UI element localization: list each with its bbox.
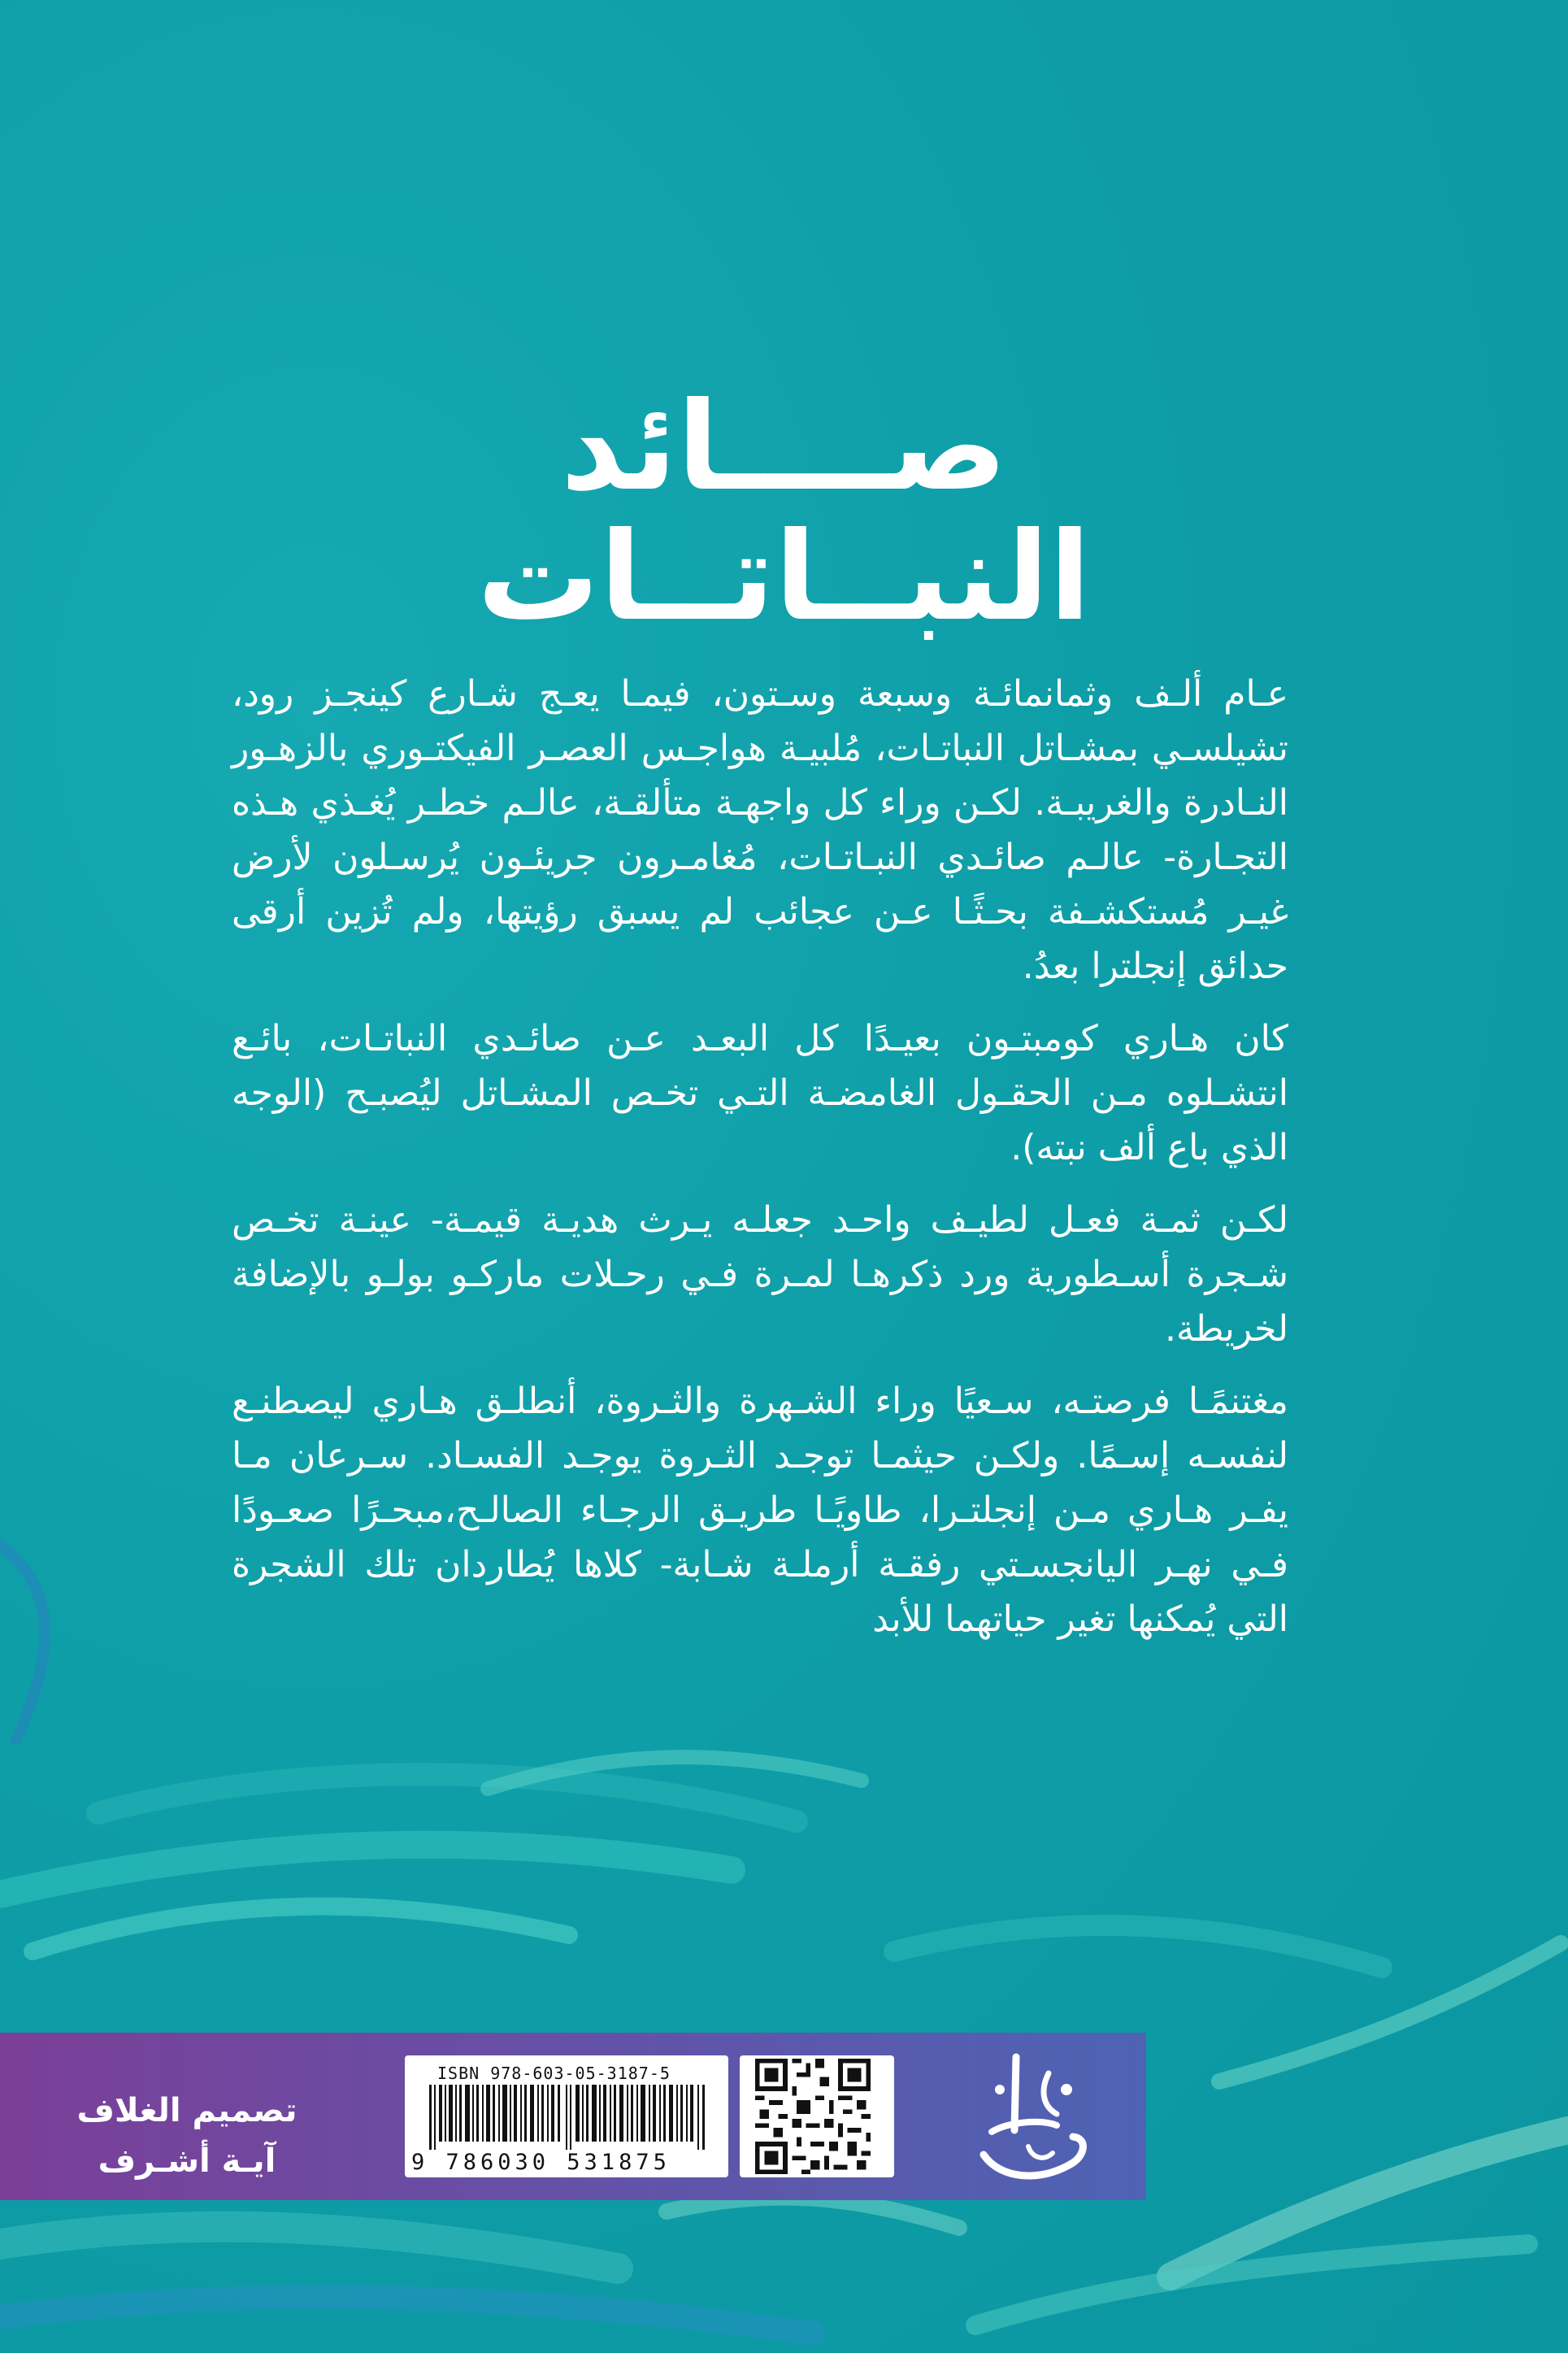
title-line-2: النبــاتــات [477, 507, 1091, 648]
isbn-barcode [405, 2055, 728, 2177]
cover-design-credit [24, 2086, 350, 2186]
publisher-calligraphy-logo [951, 2041, 1114, 2195]
blurb-paragraph-4: مغتنمًـا فرصتـه، سـعيًا وراء الشـهرة والثـروة، أنطلـق هـاري ليصطنـع لنفسـه إسـمًا. ولكـن حيثمـا توجـد الثـروة يوجـد الفسـاد. سـرعان مـا يفـر هـاري مـن إنجلتـرا، طاويًـا طريـق الرجـاء الصالـح،مبحـرًا صعـودًا فـي نهـر اليانجسـتي رفقـة أرملـة شـابة- كلاها يُطاردان تلك الشجرة التي يُمكنها تغير حياتهما للأبد [232, 1381, 1288, 1640]
title-line-1: صــــائد [560, 376, 1008, 518]
synopsis-blurb [232, 667, 1288, 1664]
credit-title: تصميم الغلاف [76, 2092, 298, 2129]
blurb-paragraph-3: لكـن ثمـة فعـل لطيـف واحـد جعلـه يـرث هديـة قيمـة- عينـة تخـص شـجرة أسـطورية ورد ذكرهـا لمـرة فـي رحـلات ماركـو بولـو بالإضافة لخريطة. [232, 1199, 1288, 1350]
barcode-digits: 9 786030 531875 [411, 2150, 671, 2175]
qr-code [740, 2055, 894, 2177]
blurb-paragraph-2: كان هـاري كومبتـون بعيـدًا كل البعـد عـن صائـدي النباتـات، بائـع انتشـلوه مـن الحقـول الغامضـة التـي تخـص المشـاتل ليُصبـح (الوجه الذي باع ألف نبته). [232, 1018, 1288, 1168]
credit-name: آيـة أشـرف [98, 2142, 276, 2180]
barcode-icon [429, 2085, 710, 2150]
isbn-label: ISBN 978-603-05-3187-5 [437, 2064, 671, 2083]
blurb-paragraph-1: عـام ألـف وثمانمائـة وسبعة وسـتون، فيمـا يعـج شـارع كينجـز رود، تشيلسـي بمشـاتل النباتـات، مُلبيـة هواجـس العصـر الفيكتـوري بالزهـور النـادرة والغريبـة. لكـن وراء كل واجهـة متألقـة، عالـم خطـر يُغـذي هـذه التجـارة- عالـم صائـدي النبـاتـات، مُغامـرون جريئـون يُرسـلون لأرض غيـر مُستكشـفة بحـثًـا عـن عجائب لم يسبق رؤيتها، ولم تُزين أرقى حدائق إنجلترا بعدُ. [232, 673, 1288, 987]
qr-code-icon [755, 2059, 871, 2174]
book-title [0, 376, 1568, 648]
